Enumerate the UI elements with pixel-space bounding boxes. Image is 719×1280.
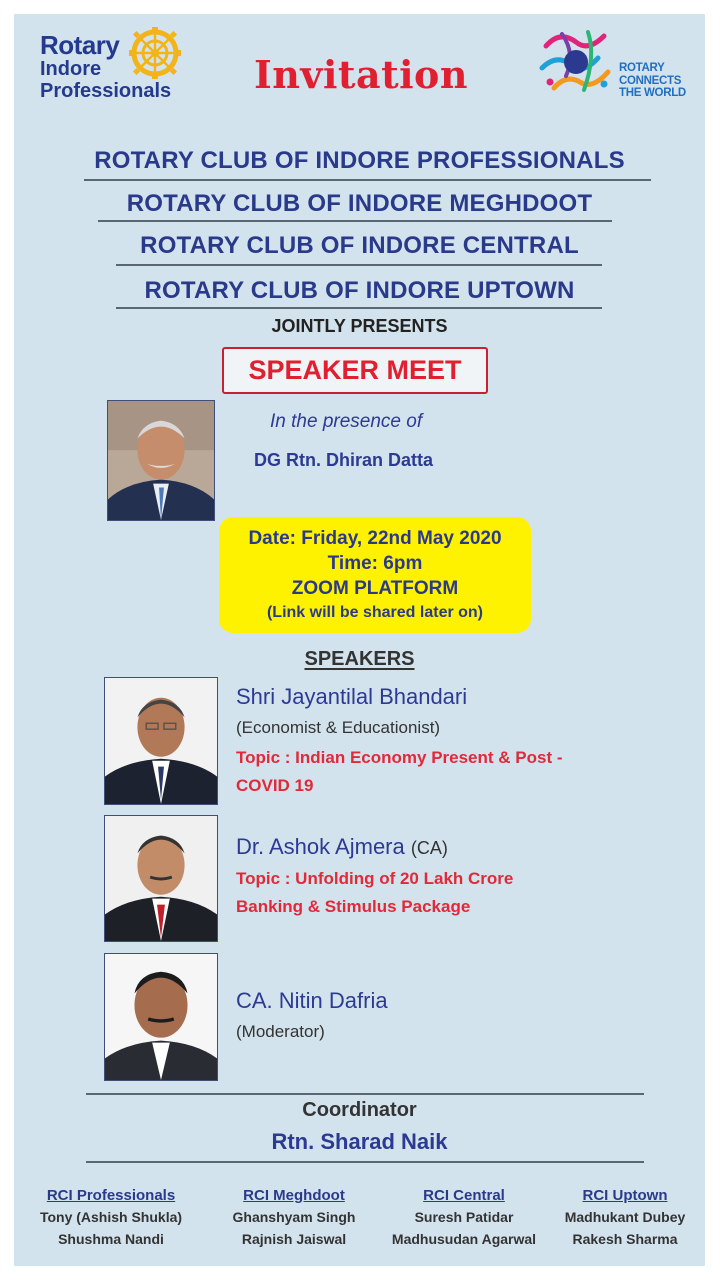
speaker-photo-bhandari: [104, 677, 218, 805]
club-contact-heading: RCI Central: [423, 1187, 505, 1204]
speaker-name-text: Dr. Ashok Ajmera: [236, 834, 405, 859]
club-name-uptown: ROTARY CLUB OF INDORE UPTOWN: [144, 277, 575, 304]
speaker-topic: [236, 865, 513, 921]
speaker-name: Shri Jayantilal Bhandari: [236, 684, 468, 709]
club-contact-member: Madhusudan Agarwal: [391, 1231, 537, 1247]
speaker-name: [236, 834, 448, 860]
presence-text: In the presence of: [270, 411, 423, 432]
rotary-connects-text: [619, 62, 686, 100]
logo-line-2: Indore: [40, 58, 102, 80]
divider: [116, 307, 602, 309]
speakers-heading: SPEAKERS: [304, 648, 415, 670]
speaker-photo-ajmera: [104, 815, 218, 942]
invitation-title: Invitation: [253, 52, 469, 97]
divider: [86, 1093, 644, 1095]
divider: [98, 220, 612, 222]
club-contact-professionals: [26, 1186, 196, 1250]
club-contact-member: Ghanshyam Singh: [232, 1209, 356, 1225]
speaker-topic-line: Banking & Stimulus Package: [236, 897, 471, 916]
speaker-role: (Moderator): [236, 1022, 325, 1041]
club-contact-central: [379, 1186, 549, 1250]
coordinator-name: Rtn. Sharad Naik: [271, 1129, 448, 1154]
speaker-topic: [236, 744, 563, 800]
club-contact-member: Rajnish Jaiswal: [241, 1231, 347, 1247]
club-contact-member: Madhukant Dubey: [564, 1209, 686, 1225]
rotary-connects-logo-icon: [536, 24, 616, 100]
guest-name: DG Rtn. Dhiran Datta: [254, 450, 434, 470]
event-date: Date: Friday, 22nd May 2020: [248, 528, 502, 549]
connects-line-2: CONNECTS: [619, 74, 682, 87]
club-contact-uptown: [540, 1186, 710, 1250]
event-link-note: (Link will be shared later on): [266, 604, 484, 621]
speaker-name: CA. Nitin Dafria: [236, 988, 388, 1013]
club-contact-member: Suresh Patidar: [414, 1209, 514, 1225]
logo-line-3: Professionals: [40, 80, 172, 102]
speaker-topic-line: Topic : Unfolding of 20 Lakh Crore: [236, 869, 514, 888]
club-contact-heading: RCI Professionals: [46, 1187, 176, 1204]
connects-line-3: THE WORLD: [619, 87, 686, 99]
logo-line-1: Rotary: [40, 30, 120, 60]
speaker-suffix: (CA): [410, 838, 448, 858]
event-time: Time: 6pm: [327, 553, 423, 574]
jointly-presents: JOINTLY PRESENTS: [271, 316, 448, 336]
club-contact-member: Shushma Nandi: [58, 1231, 164, 1247]
rotary-wheel-icon: [128, 26, 182, 80]
club-contact-heading: RCI Uptown: [582, 1187, 668, 1204]
speaker-topic-line: Topic : Indian Economy Present & Post -: [236, 748, 563, 767]
club-name-meghdoot: ROTARY CLUB OF INDORE MEGHDOOT: [126, 190, 593, 217]
speaker-topic-line: COVID 19: [236, 776, 314, 795]
club-contact-meghdoot: [209, 1186, 379, 1250]
club-name-central: ROTARY CLUB OF INDORE CENTRAL: [140, 232, 579, 259]
speaker-photo-dafria: [104, 953, 218, 1081]
divider: [86, 1161, 644, 1163]
divider: [84, 179, 651, 181]
event-title: SPEAKER MEET: [222, 347, 488, 394]
club-contact-member: Rakesh Sharma: [572, 1231, 678, 1247]
coordinator-heading: Coordinator: [302, 1099, 417, 1121]
event-platform: ZOOM PLATFORM: [291, 578, 459, 599]
speaker-role: (Economist & Educationist): [236, 718, 441, 737]
club-contact-member: Tony (Ashish Shukla): [39, 1209, 183, 1225]
connects-line-1: ROTARY: [619, 62, 665, 74]
club-name-professionals: ROTARY CLUB OF INDORE PROFESSIONALS: [94, 147, 625, 174]
divider: [116, 264, 602, 266]
club-contact-heading: RCI Meghdoot: [243, 1187, 345, 1204]
guest-photo: [107, 400, 215, 521]
event-details-box: [219, 517, 531, 633]
